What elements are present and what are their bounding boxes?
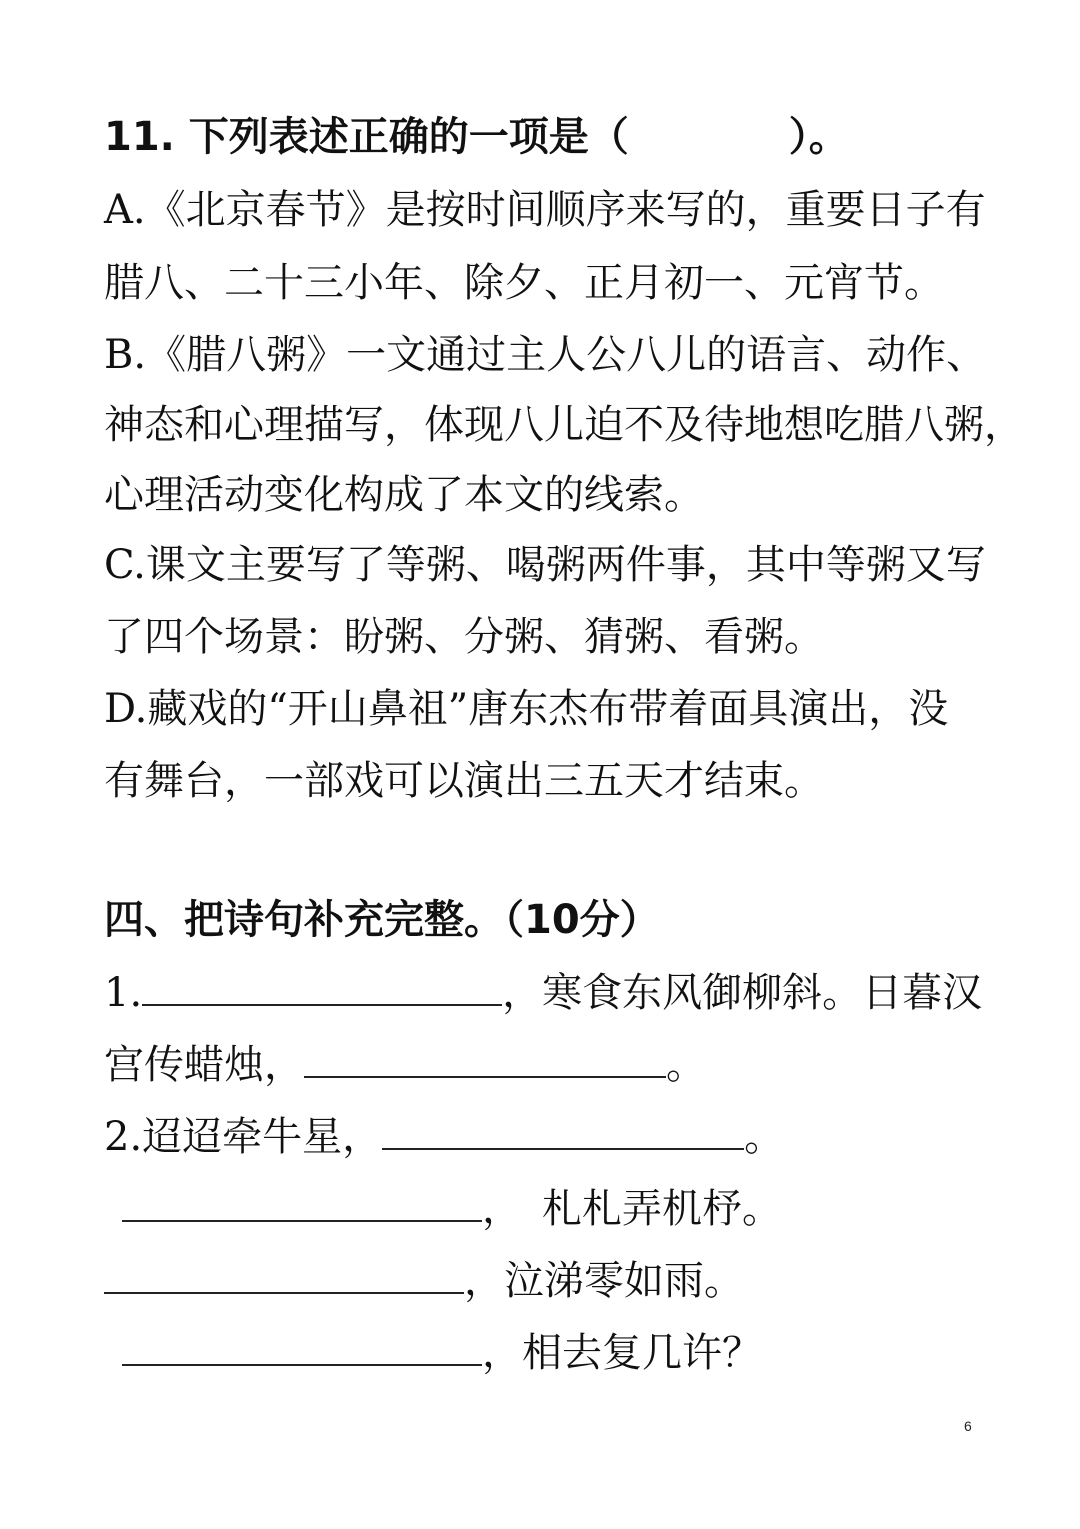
option-c-line-1: C.课文主要写了等粥、喝粥两件事，其中等粥又写 xyxy=(104,542,986,588)
poem-item-2-line-2 xyxy=(122,1184,782,1234)
item-1-end: 。 xyxy=(666,1042,706,1088)
line-3-text: ， 札札弄机杼。 xyxy=(482,1186,782,1232)
item-2-end: 。 xyxy=(744,1114,785,1160)
option-b-line-3: 心理活动变化构成了本文的线索。 xyxy=(104,472,704,518)
option-a-line-1: A.《北京春节》是按时间顺序来写的，重要日子有 xyxy=(104,187,986,233)
line-5-text: ，相去复几许？ xyxy=(482,1330,762,1376)
item-1-text-2: 宫传蜡烛， xyxy=(104,1042,304,1088)
section-4-heading: 四、把诗句补充完整。（10分） xyxy=(104,897,660,943)
answer-blank-4[interactable] xyxy=(122,1186,482,1222)
item-1-number: 1. xyxy=(104,970,143,1016)
option-b-line-2: 神态和心理描写，体现八儿迫不及待地想吃腊八粥， xyxy=(104,402,1024,448)
item-1-text-1: ，寒食东风御柳斜。日暮汉 xyxy=(502,970,983,1016)
answer-blank-5[interactable] xyxy=(104,1258,464,1294)
item-2-text: 2.迢迢牵牛星， xyxy=(104,1114,383,1160)
answer-blank-2[interactable] xyxy=(304,1042,666,1078)
poem-item-1-line-1 xyxy=(104,968,982,1018)
answer-blank-6[interactable] xyxy=(122,1330,482,1366)
page-number: 6 xyxy=(964,1418,972,1434)
question-11-stem: 11. 下列表述正确的一项是（ ）。 xyxy=(104,114,849,160)
poem-item-1-line-2 xyxy=(104,1040,706,1090)
answer-blank-3[interactable] xyxy=(382,1114,744,1150)
poem-item-2-line-3 xyxy=(104,1256,744,1306)
poem-item-2-line-4 xyxy=(122,1328,762,1378)
option-d-line-1: D.藏戏的“开山鼻祖”唐东杰布带着面具演出，没 xyxy=(104,686,949,732)
option-c-line-2: 了四个场景：盼粥、分粥、猜粥、看粥。 xyxy=(104,614,824,660)
option-b-line-1: B.《腊八粥》一文通过主人公八儿的语言、动作、 xyxy=(104,332,987,378)
line-4-text: ，泣涕零如雨。 xyxy=(464,1258,744,1304)
option-d-line-2: 有舞台，一部戏可以演出三五天才结束。 xyxy=(104,758,824,804)
answer-blank-1[interactable] xyxy=(142,970,502,1006)
poem-item-2-line-1 xyxy=(104,1112,784,1162)
option-a-line-2: 腊八、二十三小年、除夕、正月初一、元宵节。 xyxy=(104,260,944,306)
